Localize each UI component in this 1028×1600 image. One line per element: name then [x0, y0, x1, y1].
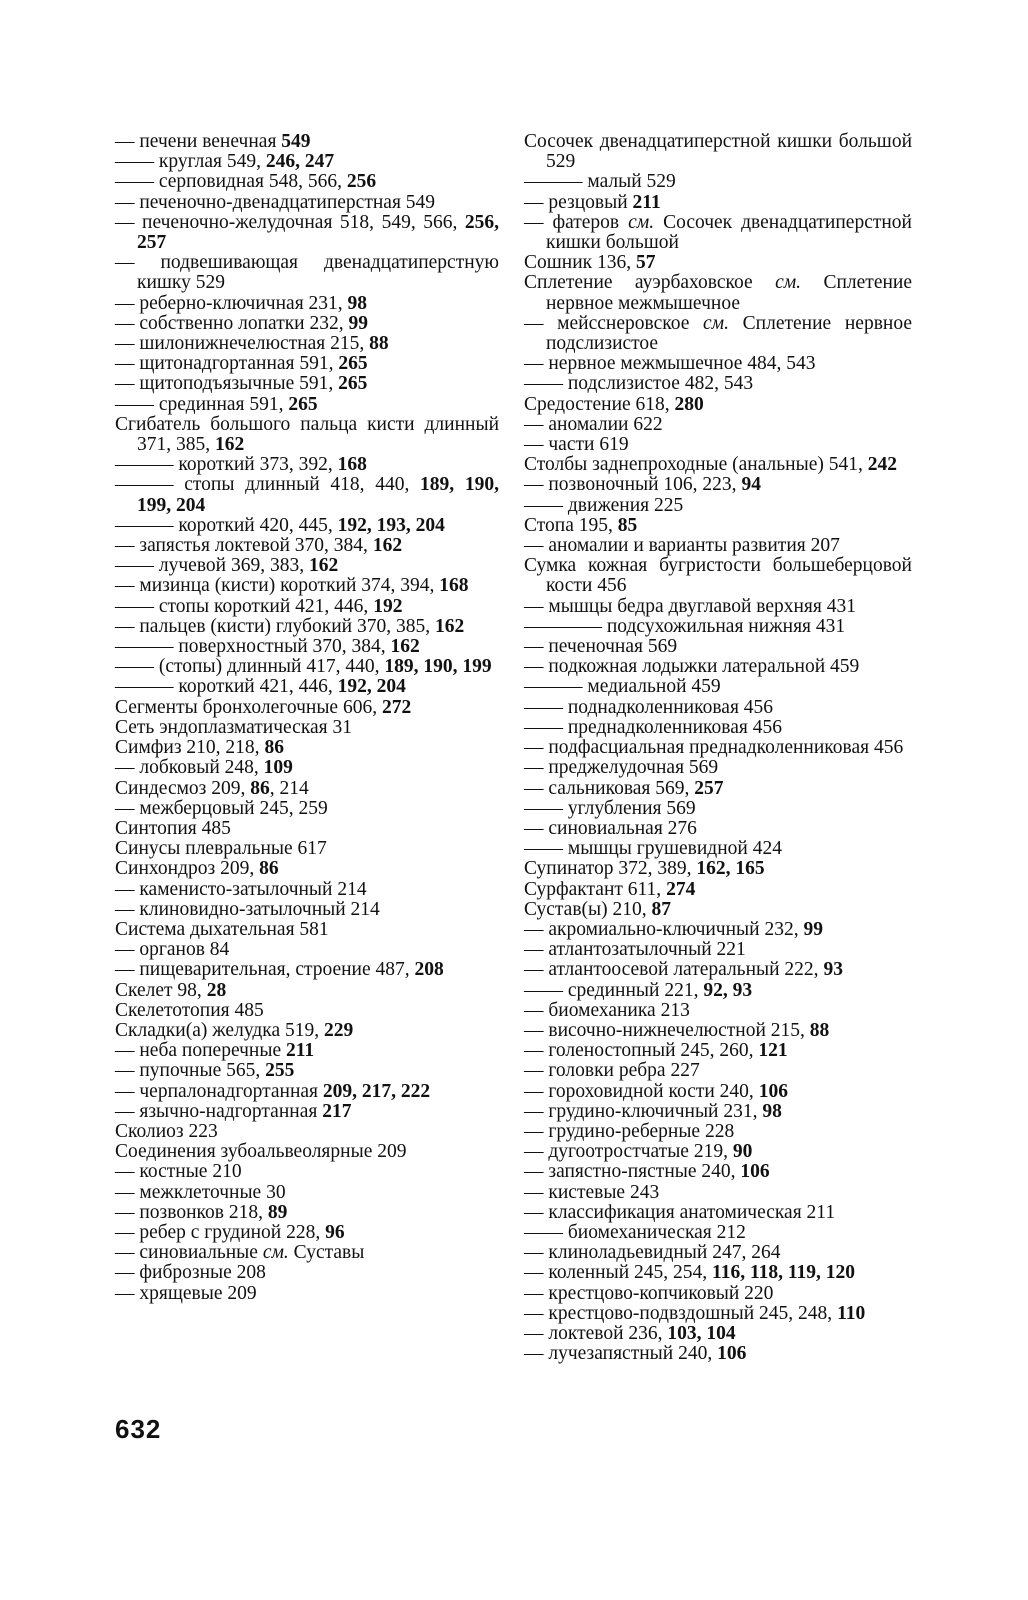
- page-ref-bold: 256: [346, 171, 377, 193]
- page-ref-bold: 98: [347, 292, 368, 314]
- index-heading-entry: [115, 819, 499, 839]
- page-ref-bold: 217: [322, 1100, 352, 1122]
- entry-text: —— лучевой 369, 383,: [115, 555, 309, 577]
- entry-text: — позвоночный 106, 223,: [524, 474, 742, 496]
- index-subentry: [115, 880, 499, 900]
- page-ref-bold: 208: [414, 959, 444, 981]
- entry-text: — преджелудочная 569: [524, 757, 719, 779]
- page-ref-bold: 93: [823, 959, 843, 981]
- index-subentry: [524, 1102, 912, 1122]
- entry-text: Сурфактант 611,: [524, 878, 667, 900]
- index-heading-entry: [115, 839, 499, 859]
- page-ref-bold: 274: [666, 878, 696, 900]
- index-subentry: [524, 1122, 912, 1142]
- entry-text: ——— стопы длинный 418, 440,: [115, 474, 421, 496]
- entry-text: — классификация анатомическая 211: [524, 1201, 836, 1223]
- entry-text: —— движения 225: [524, 494, 684, 516]
- entry-text: ———— подсухожильная нижняя 431: [524, 615, 846, 637]
- entry-text: —— биомеханическая 212: [524, 1221, 746, 1243]
- entry-text: — щитоподъязычные 591,: [115, 373, 339, 395]
- entry-text: Сколиоз 223: [115, 1120, 218, 1142]
- entry-text: —— мышцы грушевидной 424: [524, 838, 782, 860]
- page-ref-bold: 110: [837, 1302, 866, 1324]
- index-subentry: [524, 677, 912, 697]
- page-ref-bold: 229: [323, 1019, 354, 1041]
- index-heading-entry: [524, 880, 912, 900]
- index-subentry: [524, 920, 912, 940]
- index-subentry: [524, 1183, 912, 1203]
- index-subentry: [524, 1142, 912, 1162]
- entry-text: — каменисто-затылочный 214: [115, 878, 367, 900]
- index-subentry: [524, 940, 912, 960]
- index-subentry: [524, 172, 912, 192]
- entry-text: — нервное межмышечное 484, 543: [524, 353, 816, 375]
- page-ref-bold: 162: [372, 535, 403, 557]
- entry-text: — крестцово-подвздошный 245, 248,: [524, 1302, 838, 1324]
- entry-text: — фатеров: [524, 211, 629, 233]
- page-ref-bold: 99: [803, 918, 823, 940]
- page-ref-bold: 86: [250, 777, 270, 799]
- entry-text: — биомеханика 213: [524, 999, 690, 1021]
- entry-text: Соединения зубоальвеолярные 209: [115, 1141, 407, 1163]
- entry-text: — атлантоосевой латеральный 222,: [524, 959, 824, 981]
- index-subentry: [524, 1061, 912, 1081]
- entry-text: —— углубления 569: [524, 797, 696, 819]
- page-ref-bold: 87: [651, 898, 672, 920]
- index-subentry: [115, 1102, 499, 1122]
- index-heading-entry: [115, 1001, 499, 1021]
- entry-text: ——— медиальной 459: [524, 676, 721, 698]
- page-ref-bold: 211: [286, 1040, 315, 1062]
- index-subentry: [524, 819, 912, 839]
- index-heading-entry: [524, 455, 912, 475]
- page-ref-bold: 116, 118, 119, 120: [712, 1262, 856, 1284]
- entry-text: — мизинца (кисти) короткий 374, 394,: [115, 575, 440, 597]
- page-ref-bold: 189, 190, 199: [384, 656, 492, 678]
- entry-text: — головки ребра 227: [524, 1060, 700, 1082]
- entry-text: — фиброзные 208: [115, 1262, 266, 1284]
- index-subentry: [115, 395, 499, 415]
- entry-text: Сплетение нервное подслизистое: [546, 312, 912, 355]
- index-heading-entry: [524, 516, 912, 536]
- page-ref-bold: 162: [390, 636, 420, 658]
- page-ref-bold: 88: [369, 333, 389, 355]
- entry-text: Сосочек двенадцатиперстной кишки большой 529: [524, 131, 912, 173]
- entry-text: — грудино-ключичный 231,: [524, 1100, 763, 1122]
- entry-text: — черпалонадгортанная: [115, 1080, 323, 1102]
- page-ref-bold: 99: [348, 312, 368, 334]
- index-subentry: [115, 152, 499, 172]
- page-ref-bold: 192: [373, 595, 403, 617]
- index-heading-entry: [524, 132, 912, 172]
- entry-text: — височно-нижнечелюстной 215,: [524, 1019, 810, 1041]
- index-subentry: [115, 1243, 499, 1263]
- page-ref-bold: 162: [215, 434, 245, 456]
- entry-text: —— (стопы) длинный 417, 440,: [115, 656, 385, 678]
- entry-text: —— серповидная 548, 566,: [115, 171, 347, 193]
- entry-text: Сплетение нервное межмышечное: [546, 272, 912, 314]
- entry-text: , 214: [269, 777, 309, 799]
- index-subentry: [524, 496, 912, 516]
- index-subentry: [524, 1223, 912, 1243]
- index-subentry: [524, 193, 912, 213]
- page-ref-bold: 168: [439, 575, 469, 597]
- index-heading-entry: [115, 738, 499, 758]
- index-heading-entry: [115, 859, 499, 879]
- index-heading-entry: [115, 698, 499, 718]
- cross-ref-see: см.: [703, 312, 730, 334]
- index-subentry: [115, 597, 499, 617]
- entry-text: — аномалии и варианты развития 207: [524, 535, 840, 557]
- entry-text: Сеть эндоплазматическая 31: [115, 716, 353, 738]
- index-subentry: [115, 576, 499, 596]
- entry-text: — мейсснеровское: [524, 312, 704, 334]
- entry-text: Синтопия 485: [115, 817, 231, 839]
- index-subentry: [524, 1304, 912, 1324]
- entry-text: — кистевые 243: [524, 1181, 660, 1203]
- index-subentry: [115, 193, 499, 213]
- cross-ref-see: см.: [262, 1242, 289, 1264]
- entry-text: — межберцовый 245, 259: [115, 797, 328, 819]
- index-subentry: [115, 960, 499, 980]
- page-ref-bold: 255: [265, 1060, 295, 1082]
- entry-text: Сошник 136,: [524, 252, 636, 274]
- entry-text: —— преднадколенниковая 456: [524, 716, 782, 738]
- entry-text: — межклеточные 30: [115, 1181, 286, 1203]
- page-ref-bold: 168: [337, 454, 367, 476]
- index-subentry: [524, 1162, 912, 1182]
- page-ref-bold: 192, 193, 204: [337, 514, 445, 536]
- entry-text: Складки(а) желудка 519,: [115, 1019, 324, 1041]
- index-heading-entry: [115, 718, 499, 738]
- page-ref-bold: 106: [740, 1161, 770, 1183]
- page-ref-bold: 88: [809, 1019, 830, 1041]
- index-subentry: [524, 1284, 912, 1304]
- index-subentry: [115, 132, 499, 152]
- page-ref-bold: 257: [694, 777, 724, 799]
- index-heading-entry: [115, 1122, 499, 1142]
- index-subentry: [524, 1203, 912, 1223]
- index-heading-entry: [524, 556, 912, 596]
- index-subentry: [524, 1082, 912, 1102]
- page-ref-bold: 256, 257: [137, 211, 499, 254]
- index-column-right: [524, 132, 912, 1364]
- index-heading-entry: [115, 779, 499, 799]
- index-subentry: [115, 354, 499, 374]
- entry-text: — запястно-пястные 240,: [524, 1161, 741, 1183]
- page-ref-bold: 106: [717, 1343, 747, 1365]
- entry-text: — сальниковая 569,: [524, 777, 695, 799]
- entry-text: Сосочек двенадцатиперстной кишки большой: [546, 211, 912, 254]
- index-heading-entry: [524, 859, 912, 879]
- page-ref-bold: 89: [267, 1201, 288, 1223]
- index-subentry: [524, 617, 912, 637]
- page-ref-bold: 85: [617, 514, 638, 536]
- entry-text: Сгибатель большого пальца кисти длинный 371, 385,: [115, 413, 499, 456]
- entry-text: —— подслизистое 482, 543: [524, 373, 754, 395]
- index-subentry: [524, 415, 912, 435]
- index-heading-entry: [524, 395, 912, 415]
- entry-text: — пупочные 565,: [115, 1060, 266, 1082]
- entry-text: — неба поперечные: [115, 1040, 286, 1062]
- index-subentry: [524, 1324, 912, 1344]
- page-ref-bold: 98: [762, 1100, 782, 1122]
- entry-text: Система дыхательная 581: [115, 918, 329, 940]
- entry-text: —— срединная 591,: [115, 393, 289, 415]
- entry-text: — синовиальные: [115, 1242, 263, 1264]
- cross-ref-see: см.: [775, 272, 802, 294]
- entry-text: —— срединный 221,: [524, 979, 704, 1001]
- index-subentry: [115, 374, 499, 394]
- page-ref-bold: 211: [632, 191, 661, 213]
- index-subentry: [115, 172, 499, 192]
- index-subentry: [524, 779, 912, 799]
- page-ref-bold: 265: [338, 373, 368, 395]
- page-ref-bold: 86: [259, 858, 279, 880]
- index-heading-entry: [115, 920, 499, 940]
- page-ref-bold: 94: [741, 474, 761, 496]
- entry-text: ——— малый 529: [524, 171, 676, 193]
- page-ref-bold: 209, 217, 222: [322, 1080, 431, 1102]
- entry-text: ——— короткий 420, 445,: [115, 514, 338, 536]
- page-ref-bold: 549: [281, 131, 311, 152]
- entry-text: — печени венечная: [115, 131, 282, 152]
- page-ref-bold: 162: [308, 555, 339, 577]
- index-subentry: [524, 657, 912, 677]
- entry-text: — позвонков 218,: [115, 1201, 268, 1223]
- entry-text: — хрящевые 209: [115, 1282, 257, 1304]
- index-subentry: [115, 1183, 499, 1203]
- entry-text: Сегменты бронхолегочные 606,: [115, 696, 382, 718]
- index-subentry: [524, 839, 912, 859]
- index-heading-entry: [115, 1142, 499, 1162]
- entry-text: — коленный 245, 254,: [524, 1262, 713, 1284]
- entry-text: Сплетение ауэрбаховское: [524, 272, 776, 294]
- index-subentry: [524, 354, 912, 374]
- entry-text: — печеночная 569: [524, 636, 678, 658]
- entry-text: — акромиально-ключичный 232,: [524, 918, 804, 940]
- index-subentry: [115, 1162, 499, 1182]
- index-subentry: [115, 637, 499, 657]
- entry-text: — мышцы бедра двуглавой верхняя 431: [524, 595, 856, 617]
- index-subentry: [524, 536, 912, 556]
- entry-text: — пальцев (кисти) глубокий 370, 385,: [115, 615, 435, 637]
- entry-text: — печеночно-двенадцатиперстная 549: [115, 191, 436, 213]
- index-subentry: [524, 1344, 912, 1364]
- index-heading-entry: [115, 981, 499, 1001]
- entry-text: — локтевой 236,: [524, 1322, 668, 1344]
- page-ref-bold: 90: [732, 1141, 753, 1163]
- index-subentry: [115, 799, 499, 819]
- index-subentry: [115, 758, 499, 778]
- page-ref-bold: 57: [636, 252, 656, 274]
- entry-text: — пищеварительная, строение 487,: [115, 959, 415, 981]
- index-subentry: [524, 1001, 912, 1021]
- page-ref-bold: 103, 104: [667, 1322, 736, 1344]
- entry-text: — гороховидной кости 240,: [524, 1080, 759, 1102]
- index-subentry: [115, 475, 499, 515]
- cross-ref-see: см.: [628, 211, 655, 233]
- entry-text: — шилонижнечелюстная 215,: [115, 333, 370, 355]
- page-ref-bold: 109: [263, 757, 293, 779]
- index-subentry: [115, 516, 499, 536]
- entry-text: — собственно лопатки 232,: [115, 312, 349, 334]
- entry-text: Симфиз 210, 218,: [115, 737, 265, 759]
- page-ref-bold: 189, 190, 199, 204: [137, 474, 500, 516]
- entry-text: — голеностопный 245, 260,: [524, 1040, 759, 1062]
- index-subentry: [115, 334, 499, 354]
- index-subentry: [115, 536, 499, 556]
- index-subentry: [524, 960, 912, 980]
- index-subentry: [524, 314, 912, 354]
- page-ref-bold: 121: [758, 1040, 788, 1062]
- index-subentry: [524, 1021, 912, 1041]
- page-ref-bold: 272: [381, 696, 412, 718]
- index-subentry: [115, 1223, 499, 1243]
- entry-text: — печеночно-желудочная 518, 549, 566,: [115, 211, 465, 233]
- index-heading-entry: [115, 1021, 499, 1041]
- index-subentry: [115, 1041, 499, 1061]
- entry-text: Синхондроз 209,: [115, 858, 260, 880]
- page-ref-bold: 106: [758, 1080, 788, 1102]
- index-subentry: [115, 213, 499, 253]
- entry-text: — синовиальная 276: [524, 817, 697, 839]
- index-subentry: [524, 597, 912, 617]
- entry-text: Сустав(ы) 210,: [524, 898, 652, 920]
- page-number: 632: [115, 1414, 162, 1444]
- index-subentry: [115, 455, 499, 475]
- index-subentry: [524, 1243, 912, 1263]
- index-subentry: [524, 637, 912, 657]
- page-ref-bold: 162: [434, 615, 465, 637]
- entry-text: — щитонадгортанная 591,: [115, 353, 339, 375]
- page-ref-bold: 280: [674, 393, 704, 415]
- entry-text: — органов 84: [115, 939, 230, 961]
- entry-text: —— круглая 549,: [115, 151, 266, 173]
- entry-text: — подкожная лодыжки латеральной 459: [524, 656, 860, 678]
- page-ref-bold: 242: [867, 454, 897, 476]
- index-subentry: [524, 738, 912, 758]
- index-subentry: [524, 213, 912, 253]
- page-ref-bold: 265: [338, 353, 368, 375]
- entry-text: — дугоотростчатые 219,: [524, 1141, 733, 1163]
- index-heading-entry: [115, 415, 499, 455]
- index-subentry: [524, 698, 912, 718]
- index-subentry: [115, 294, 499, 314]
- index-column-left: [115, 132, 499, 1304]
- index-heading-entry: [524, 900, 912, 920]
- entry-text: ——— короткий 373, 392,: [115, 454, 338, 476]
- entry-text: — резцовый: [524, 191, 633, 213]
- entry-text: Скелетотопия 485: [115, 999, 264, 1021]
- entry-text: — части 619: [524, 434, 629, 456]
- entry-text: Средостение 618,: [524, 393, 675, 415]
- entry-text: — лобковый 248,: [115, 757, 264, 779]
- entry-text: Столбы заднепроходные (анальные) 541,: [524, 454, 868, 476]
- entry-text: — клиновидно-затылочный 214: [115, 898, 380, 920]
- index-subentry: [524, 718, 912, 738]
- page-ref-bold: 92, 93: [703, 979, 753, 1001]
- entry-text: — грудино-реберные 228: [524, 1120, 735, 1142]
- entry-text: — реберно-ключичная 231,: [115, 292, 348, 314]
- entry-text: — ребер с грудиной 228,: [115, 1221, 326, 1243]
- entry-text: Скелет 98,: [115, 979, 207, 1001]
- index-subentry: [115, 1284, 499, 1304]
- entry-text: — аномалии 622: [524, 413, 663, 435]
- index-subentry: [115, 677, 499, 697]
- entry-text: Стопа 195,: [524, 514, 618, 536]
- entry-text: — костные 210: [115, 1161, 242, 1183]
- page-ref-bold: 86: [264, 737, 284, 759]
- page-ref-bold: 28: [206, 979, 227, 1001]
- entry-text: —— поднадколенниковая 456: [524, 696, 774, 718]
- page-ref-bold: 265: [288, 393, 318, 415]
- index-subentry: [524, 799, 912, 819]
- entry-text: Синдесмоз 209,: [115, 777, 251, 799]
- index-subentry: [115, 253, 499, 293]
- index-subentry: [524, 435, 912, 455]
- entry-text: Супинатор 372, 389,: [524, 858, 697, 880]
- entry-text: — лучезапястный 240,: [524, 1343, 718, 1365]
- index-subentry: [115, 1203, 499, 1223]
- index-subentry: [524, 475, 912, 495]
- index-subentry: [115, 940, 499, 960]
- index-subentry: [115, 900, 499, 920]
- entry-text: — атлантозатылочный 221: [524, 939, 746, 961]
- index-subentry: [524, 981, 912, 1001]
- page-ref-bold: 246, 247: [265, 151, 335, 173]
- entry-text: Суставы: [288, 1242, 365, 1264]
- index-subentry: [115, 314, 499, 334]
- index-subentry: [115, 1082, 499, 1102]
- index-subentry: [115, 1263, 499, 1283]
- index-subentry: [115, 1061, 499, 1081]
- index-subentry: [524, 758, 912, 778]
- index-subentry: [524, 374, 912, 394]
- index-heading-entry: [524, 253, 912, 273]
- entry-text: ——— короткий 421, 446,: [115, 676, 338, 698]
- entry-text: — клиноладьевидный 247, 264: [524, 1242, 781, 1264]
- page-ref-bold: 192, 204: [337, 676, 406, 698]
- entry-text: — язычно-надгортанная: [115, 1100, 323, 1122]
- entry-text: — крестцово-копчиковый 220: [524, 1282, 774, 1304]
- entry-text: — подфасциальная преднадколенниковая 456: [524, 737, 904, 759]
- page-ref-bold: 162, 165: [696, 858, 765, 880]
- entry-text: Сумка кожная бугристости большеберцовой кости 456: [524, 555, 912, 597]
- entry-text: —— стопы короткий 421, 446,: [115, 595, 374, 617]
- index-heading-entry: [524, 273, 912, 313]
- index-subentry: [115, 657, 499, 677]
- entry-text: Синусы плевральные 617: [115, 838, 327, 860]
- entry-text: ——— поверхностный 370, 384,: [115, 636, 391, 658]
- entry-text: — запястья локтевой 370, 384,: [115, 535, 373, 557]
- index-subentry: [524, 1263, 912, 1283]
- index-subentry: [115, 617, 499, 637]
- entry-text: — подвешивающая двенадцатиперстную кишку 529: [115, 252, 499, 294]
- index-subentry: [115, 556, 499, 576]
- page-ref-bold: 96: [325, 1221, 345, 1243]
- index-subentry: [524, 1041, 912, 1061]
